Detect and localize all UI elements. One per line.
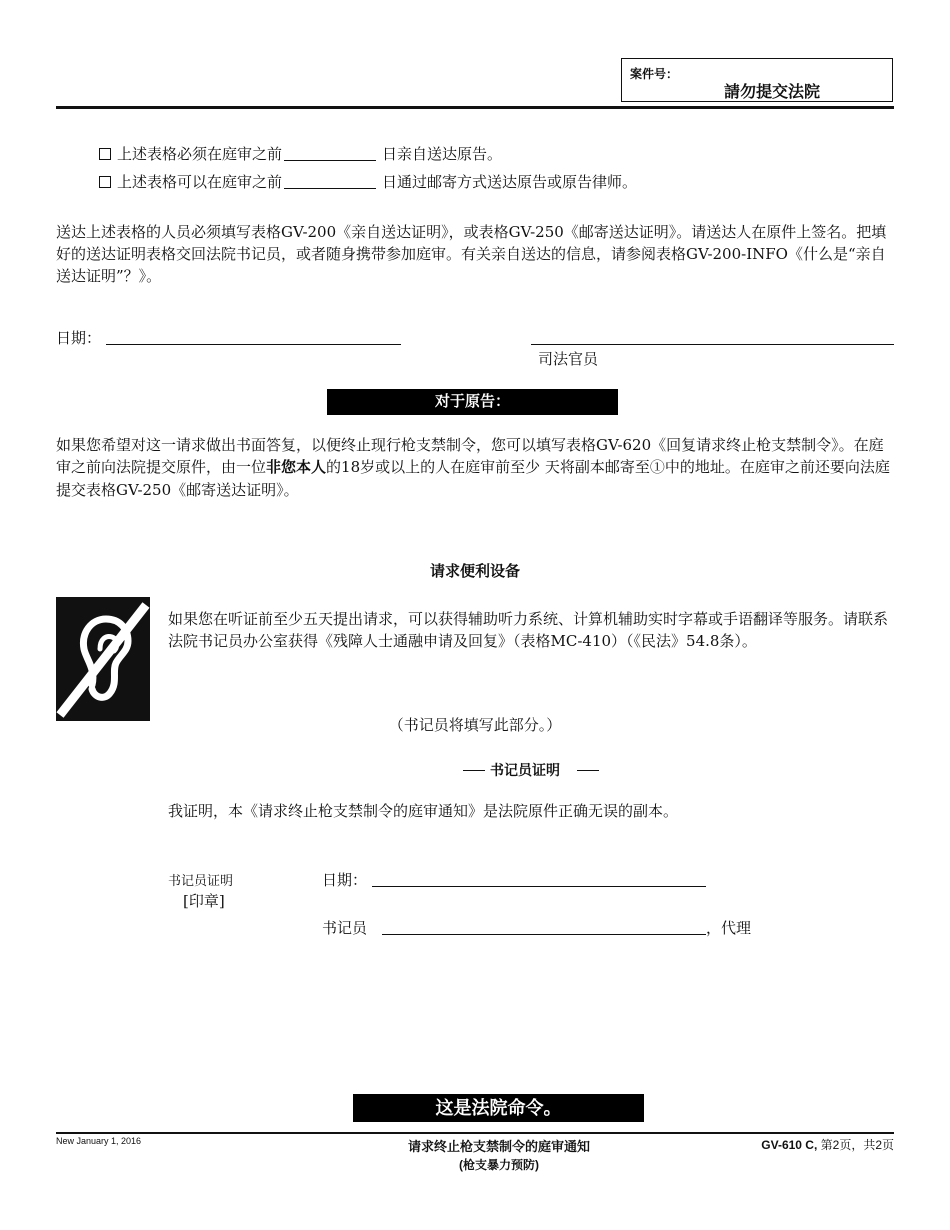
judge-date-line[interactable]	[106, 344, 401, 345]
footer-subtitle: (枪支暴力预防)	[459, 1158, 539, 1172]
service-option-2-checkbox[interactable]	[99, 176, 111, 188]
footer-title: 请求终止枪支禁制令的庭审通知	[407, 1139, 590, 1154]
case-number-label: 案件号：	[630, 67, 679, 81]
service-option-2-text: 上述表格可以在庭审之前	[117, 173, 283, 191]
footer-form-number: GV-610 C,	[761, 1138, 818, 1152]
case-number-box	[621, 58, 893, 102]
service-paragraph: 送达上述表格的人员必须填写表格GV-200《亲自送达证明》，或表格GV-250《邮寄送达证明》。请送达人在原件上签名。把填好的送达证明表格交回法院书记员，或者随身携带参加庭审。有关亲自送达的信息，请参阅表格GV-200-INFO《什么是“亲自送达证明”？》。	[56, 223, 887, 285]
clerk-note: （书记员将填写此部分。）	[388, 716, 562, 734]
clerk-date-line[interactable]	[372, 886, 706, 887]
deputy-label: ，代理	[706, 919, 752, 937]
case-number-value: 請勿提交法院	[724, 84, 821, 101]
plaintiff-paragraph	[56, 434, 894, 501]
clerk-heading-rule-right	[577, 770, 599, 771]
footer-revision: New January 1, 2016	[56, 1136, 142, 1146]
service-option-2-days-blank[interactable]	[284, 174, 376, 189]
service-option-1-days-blank[interactable]	[284, 146, 376, 161]
clerk-date-label: 日期：	[322, 871, 368, 889]
service-option-1-checkbox[interactable]	[99, 148, 111, 160]
clerk-heading: 书记员证明	[490, 762, 560, 778]
clerk-certification: 我证明，本《请求终止枪支禁制令的庭审通知》是法院原件正确无误的副本。	[168, 802, 679, 820]
accommodations-heading: 请求便利设备	[429, 563, 520, 580]
clerk-seal-label: 书记员证明	[168, 874, 234, 889]
service-option-1-suffix: 日亲自送达原告。	[382, 145, 503, 163]
plaintiff-paragraph-part2: 的18岁或以上的人在庭审前至少 天将副本邮寄至①中的地址。在庭审之前还要向法庭提交表格GV-250《邮寄送达证明》。	[56, 458, 890, 499]
judge-date-label: 日期：	[56, 329, 102, 347]
footer-page-info: 第2页，共2页	[820, 1138, 894, 1152]
footer-page-info-wrap	[761, 1136, 894, 1153]
header-rule	[56, 106, 894, 109]
plaintiff-heading: 对于原告：	[327, 389, 618, 415]
accommodations-paragraph: 如果您在听证前至少五天提出请求，可以获得辅助听力系统、计算机辅助实时字幕或手语翻译等服务。请联系法院书记员办公室获得《残障人士通融申请及回复》（表格MC-410）（《民法》54.8条）。	[168, 610, 889, 650]
service-option-2-suffix: 日通过邮寄方式送达原告或原告律师。	[382, 173, 638, 191]
judicial-officer-label: 司法官员	[538, 350, 599, 368]
court-order-banner: 这是法院命令。	[353, 1094, 644, 1122]
hearing-assistance-icon	[56, 597, 150, 721]
plaintiff-paragraph-bold: 非您本人	[266, 459, 327, 476]
service-option-2	[99, 171, 637, 192]
plaintiff-paragraph-part1: 如果您希望对这一请求做出书面答复，以便终止现行枪支禁制令，您可以填写表格GV-620《回复请求终止枪支禁制令》。在庭审之前向法院提交原件，由一位	[56, 436, 884, 476]
clerk-label: 书记员	[322, 919, 368, 937]
clerk-heading-rule-left	[463, 770, 485, 771]
footer-rule	[56, 1132, 894, 1134]
clerk-seal-bracket: [印章]	[183, 892, 225, 910]
judicial-officer-signature-line[interactable]	[531, 344, 894, 345]
service-option-1-text: 上述表格必须在庭审之前	[117, 145, 283, 163]
service-option-1	[99, 143, 502, 164]
clerk-signature-line[interactable]	[382, 934, 706, 935]
